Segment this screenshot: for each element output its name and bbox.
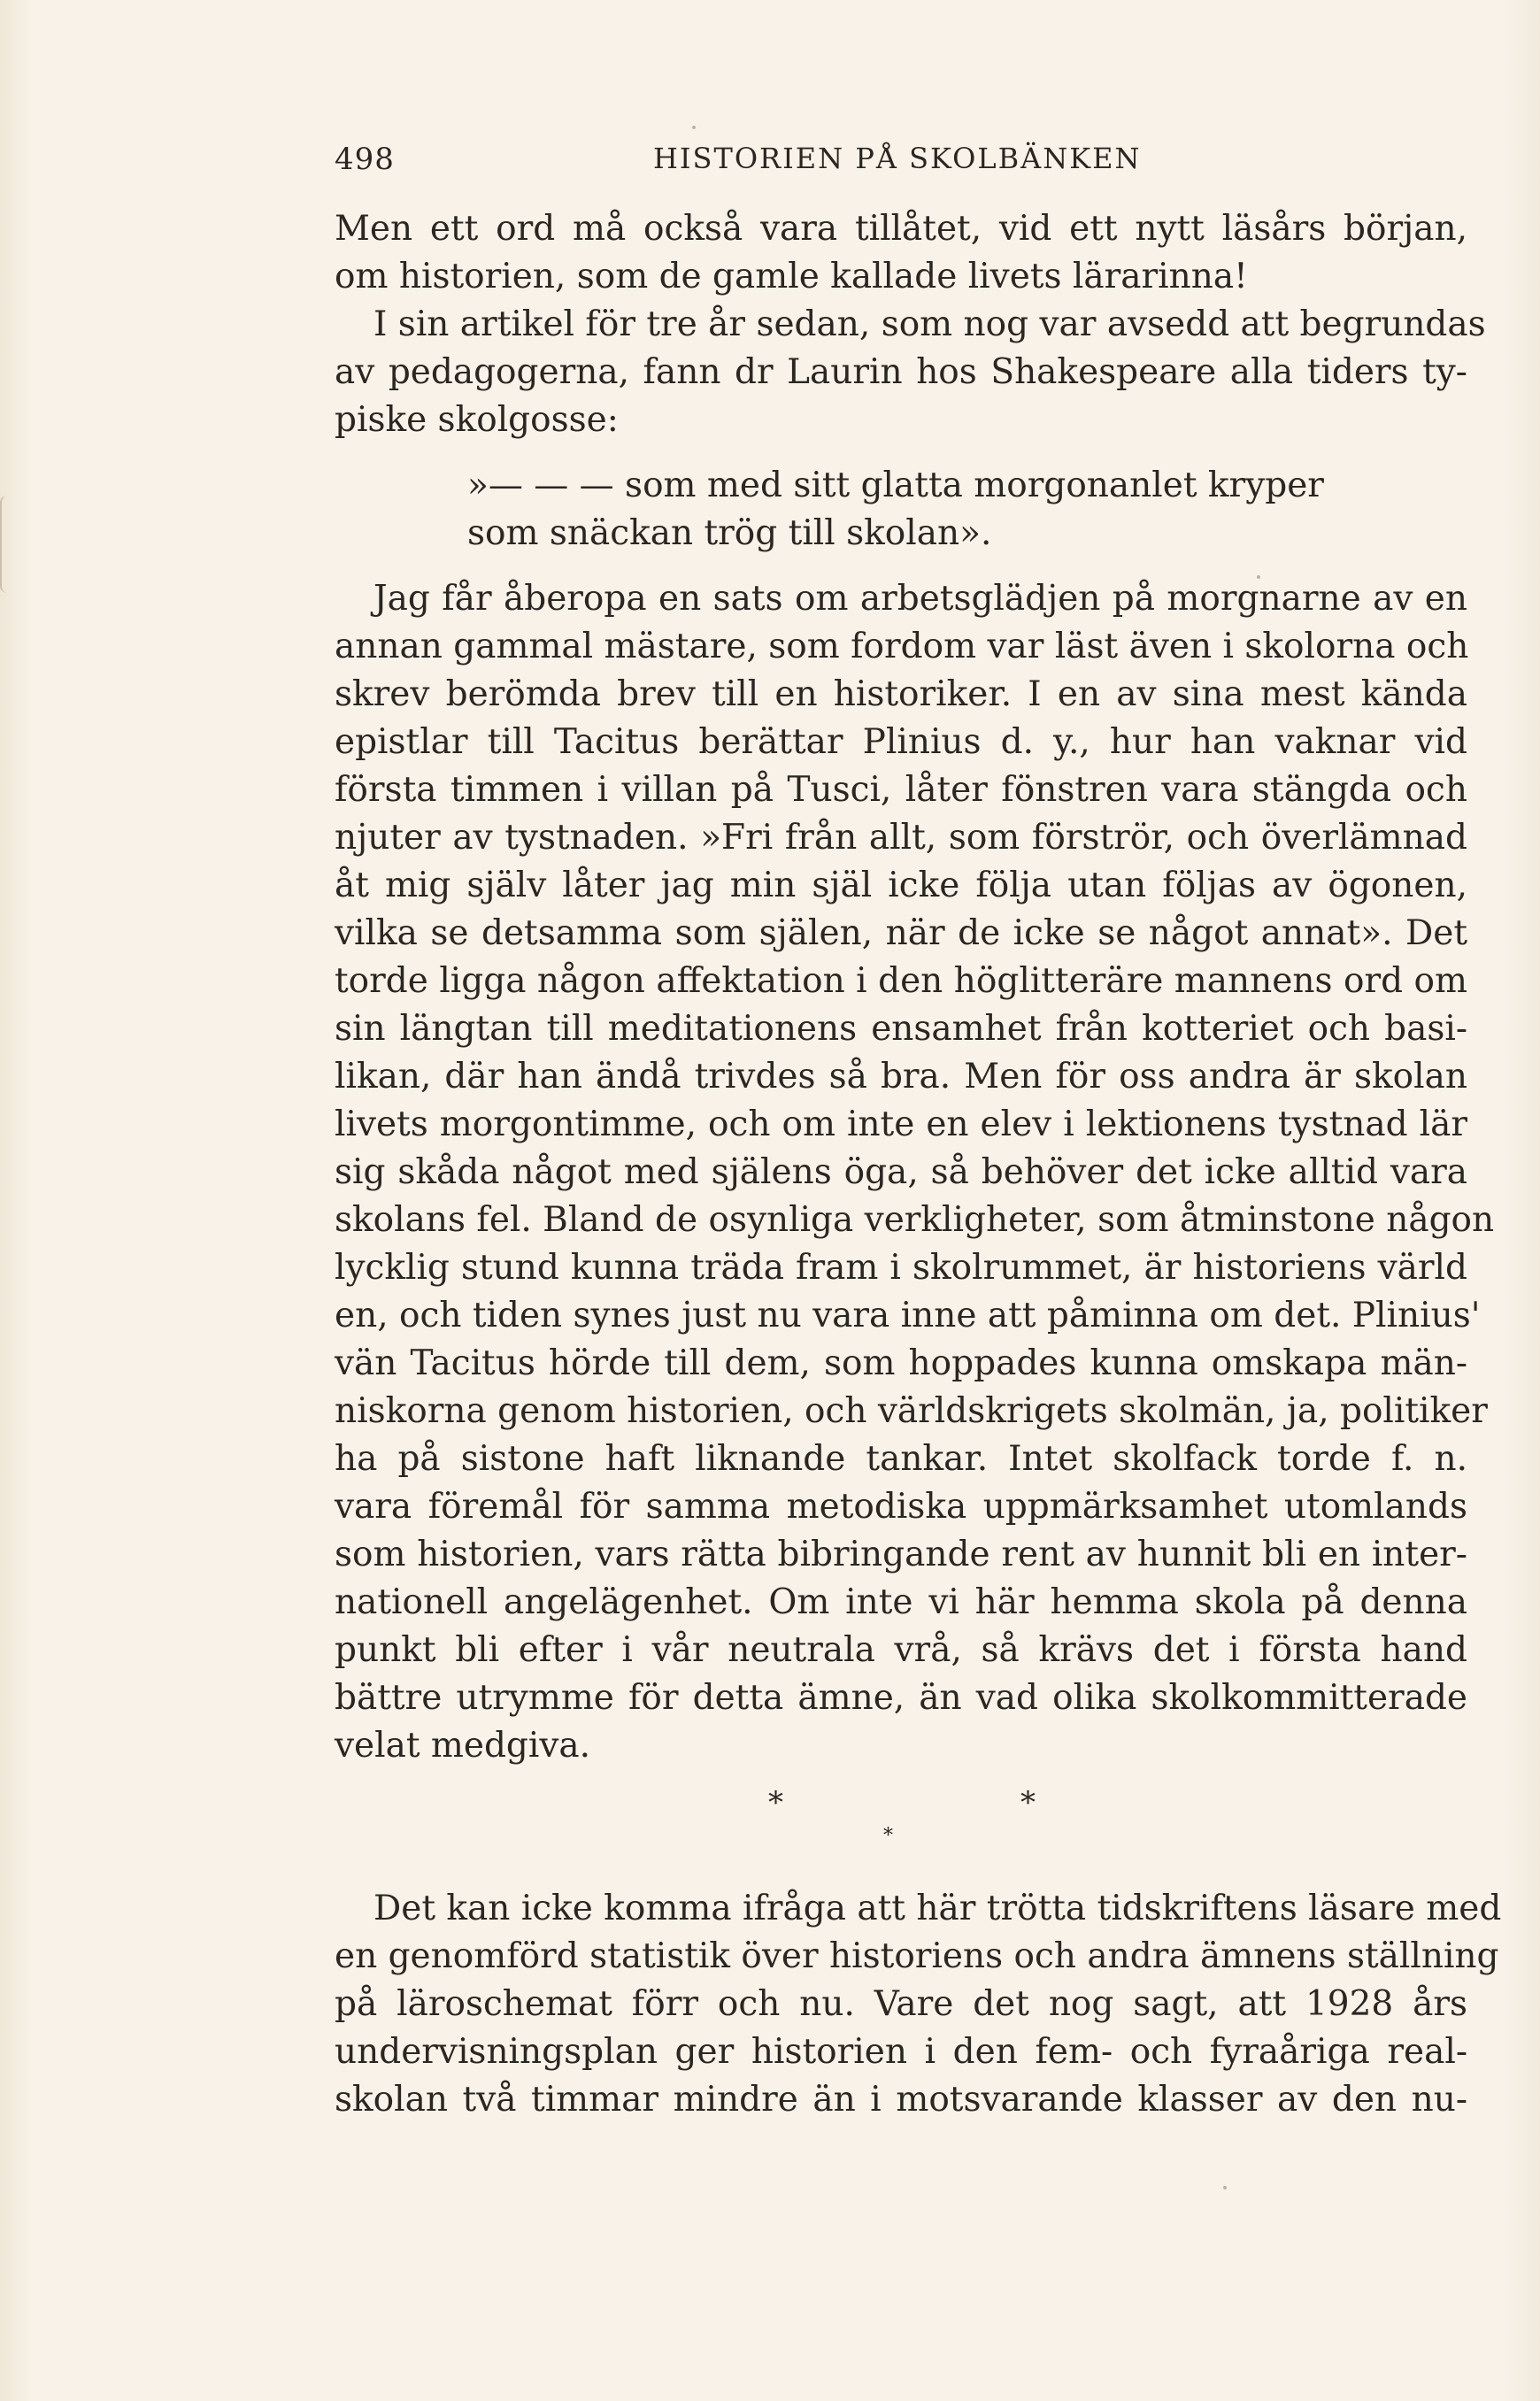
running-head: HISTORIEN PÅ SKOLBÄNKEN [653, 142, 1142, 175]
text-line: om historien, som de gamle kallade livets lärarinna! [335, 257, 1248, 296]
text-line: som historien, vars rätta bibringande rent av hunnit bli en inter- [335, 1535, 1467, 1574]
speck [1223, 2186, 1227, 2189]
text-line: en, och tiden synes just nu vara inne att påminna om det. Plinius' [335, 1296, 1481, 1335]
text-line: av pedagogerna, fann dr Laurin hos Shakespeare alla tiders ty- [335, 352, 1467, 392]
spacer [335, 558, 1467, 575]
speck [692, 126, 696, 129]
text-line: sin längtan till meditationens ensamhet från kotteriet och basi- [335, 1009, 1467, 1049]
asterisk: * [883, 1825, 893, 1847]
section-break [335, 1770, 1467, 1885]
text-line: en genomförd statistik över historiens och andra ämnens ställning [335, 1936, 1499, 1976]
text-line: vara föremål för samma metodiska uppmärksamhet utomlands [335, 1487, 1467, 1527]
text-line: nationell angelägenhet. Om inte vi här hemma skola på denna [335, 1582, 1467, 1622]
quote-line: som snäckan trög till skolan». [467, 513, 992, 553]
quote-line: »— — — som med sitt glatta morgonanlet kryper [467, 466, 1324, 505]
paragraph-4 [335, 1885, 1502, 2124]
text-line: punkt bli efter i vår neutrala vrå, så krävs det i första hand [335, 1630, 1467, 1670]
text-line: piske skolgosse: [335, 400, 619, 440]
verse-quote [335, 462, 1467, 558]
text-line: torde ligga någon affektation i den höglitteräre mannens ord om [335, 961, 1467, 1001]
asterisk: * [768, 1785, 783, 1820]
text-line: annan gammal mästare, som fordom var läst även i skolorna och [335, 627, 1469, 666]
text-line: på läroschemat förr och nu. Vare det nog sagt, att 1928 års [335, 1984, 1467, 2024]
text-line: epistlar till Tacitus berättar Plinius d. y., hur han vaknar vid [335, 722, 1467, 762]
text-line: livets morgontimme, och om inte en elev i lektionens tystnad lär [335, 1104, 1467, 1144]
text-line: likan, där han ändå trivdes så bra. Men för oss andra är skolan [335, 1057, 1467, 1097]
text-line: Men ett ord må också vara tillåtet, vid ett nytt läsårs början, [335, 209, 1467, 249]
text-line: skrev berömda brev till en historiker. I en av sina mest kända [335, 674, 1467, 714]
body-text [335, 205, 1502, 2124]
paragraph-1 [335, 205, 1467, 301]
page-number: 498 [335, 142, 395, 177]
text-line: Jag får åberopa en sats om arbetsglädjen på morgnarne av en [373, 579, 1467, 619]
text-line: undervisningsplan ger historien i den fem- och fyraåriga real- [335, 2032, 1467, 2072]
text-line: åt mig själv låter jag min själ icke följa utan följas av ögonen, [335, 866, 1467, 905]
text-line: I sin artikel för tre år sedan, som nog var avsedd att begrundas [373, 304, 1486, 344]
paragraph-2 [335, 301, 1486, 444]
text-line: vilka se detsamma som själen, när de icke se något annat». Det [335, 913, 1467, 953]
text-line: skolans fel. Bland de osynliga verkligheter, som åtminstone någon [335, 1200, 1495, 1240]
text-line: velat medgiva. [335, 1726, 591, 1766]
text-line: skolan två timmar mindre än i motsvarande klasser av den nu- [335, 2080, 1467, 2120]
asterisk: * [1020, 1785, 1036, 1820]
text-line: njuter av tystnaden. »Fri från allt, som förströr, och överlämnad [335, 818, 1467, 858]
paragraph-3 [335, 575, 1495, 1770]
text-line: niskorna genom historien, och världskrigets skolmän, ja, politiker [335, 1391, 1488, 1431]
text-line: Det kan icke komma ifråga att här trötta tidskriftens läsare med [373, 1889, 1502, 1928]
page-edge-mark [0, 496, 11, 593]
text-line: sig skåda något med själens öga, så behöver det icke alltid vara [335, 1152, 1467, 1192]
spacer [335, 444, 1467, 462]
page-header [335, 142, 1467, 195]
text-line: ha på sistone haft liknande tankar. Intet skolfack torde f. n. [335, 1439, 1467, 1479]
text-line: lycklig stund kunna träda fram i skolrummet, är historiens värld [335, 1248, 1467, 1288]
text-line: bättre utrymme för detta ämne, än vad olika skolkommitterade [335, 1678, 1467, 1718]
text-line: första timmen i villan på Tusci, låter fönstren vara stängda och [335, 770, 1467, 810]
text-line: vän Tacitus hörde till dem, som hoppades kunna omskapa män- [335, 1343, 1467, 1383]
